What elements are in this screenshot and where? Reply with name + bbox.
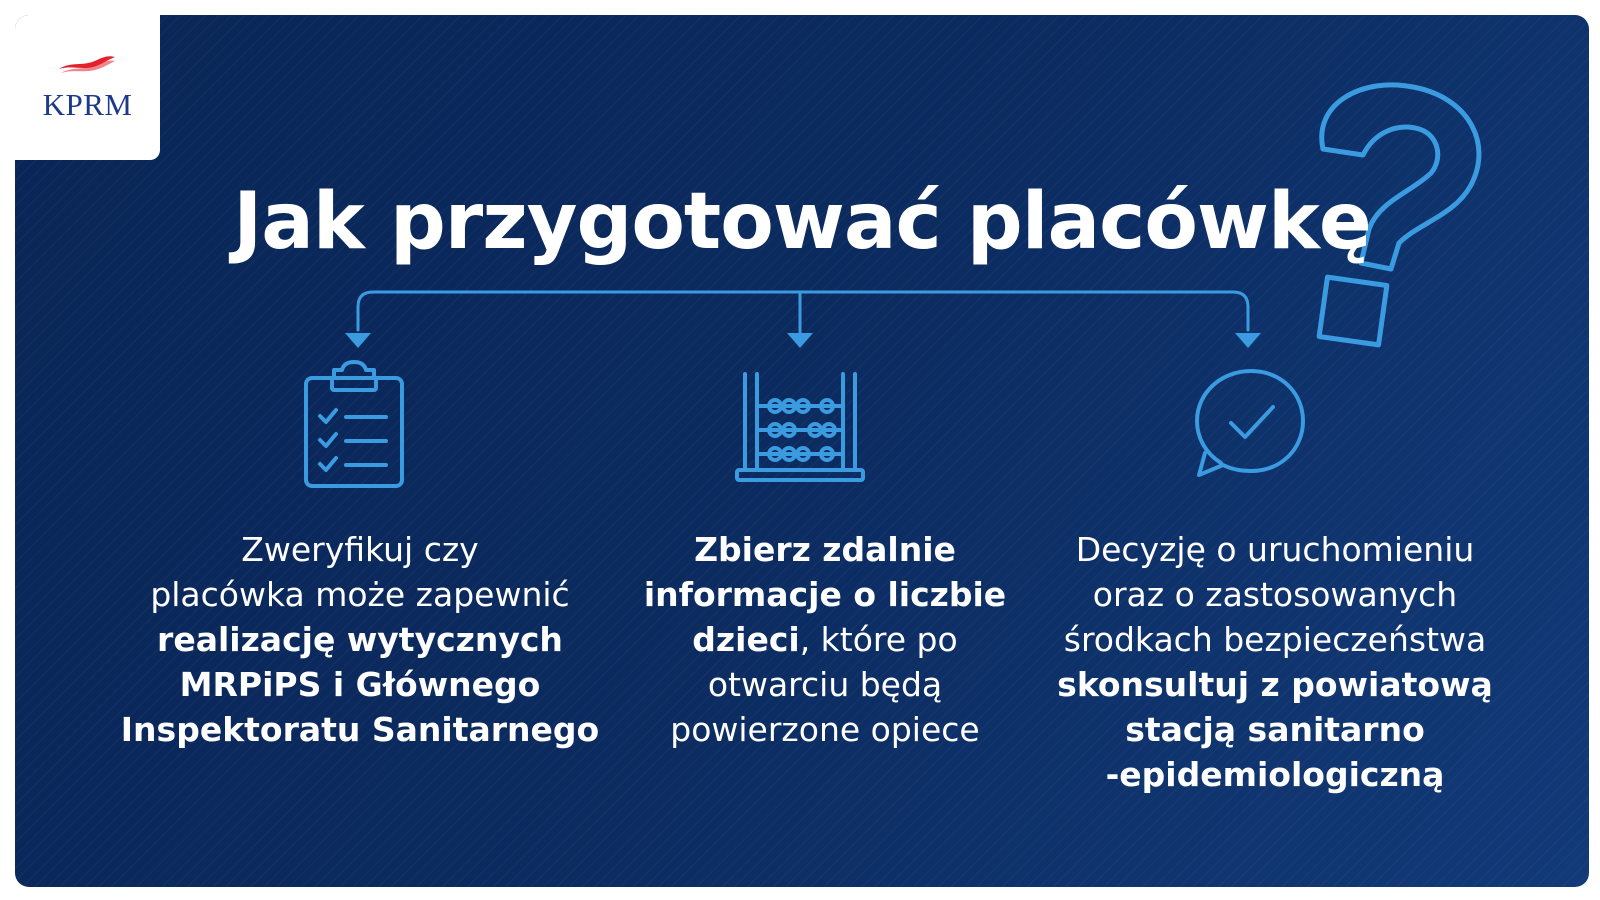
step-2-line: powierzone opiece [670, 710, 980, 749]
step-3-line: Decyzję o uruchomieniu [1075, 530, 1475, 569]
step-2-line: dzieci, które po [692, 620, 958, 659]
step-3-text [1025, 527, 1525, 797]
step-2-line: Zbierz zdalnie [694, 530, 956, 569]
step-2-text [605, 527, 1045, 752]
step-3-line: skonsultuj z powiatową [1057, 665, 1493, 704]
step-3-line: -epidemiologiczną [1105, 755, 1445, 794]
step-3-line: środkach bezpieczeństwa [1063, 620, 1487, 659]
clipboard-checklist-icon [298, 360, 410, 492]
step-1-line: Zweryfikuj czy [241, 530, 479, 569]
step-3-line: oraz o zastosowanych [1092, 575, 1458, 614]
step-1-text [105, 527, 615, 752]
step-1-line: Inspektoratu Sanitarnego [120, 710, 600, 749]
step-1-line: realizację wytycznych [157, 620, 563, 659]
step-1-line: placówka może zapewnić [150, 575, 570, 614]
step-2-line: otwarciu będą [707, 665, 943, 704]
logo-text: KPRM [42, 87, 133, 122]
step-1-line: MRPiPS i Głównego [179, 665, 541, 704]
step-2-line: informacje o liczbie [643, 575, 1007, 614]
step-3-line: stacją sanitarno [1125, 710, 1425, 749]
abacus-icon [733, 370, 867, 484]
page-title: Jak przygotować placówkę [233, 177, 1371, 267]
infographic-card [15, 15, 1589, 887]
chat-bubble-check-icon [1191, 367, 1307, 479]
